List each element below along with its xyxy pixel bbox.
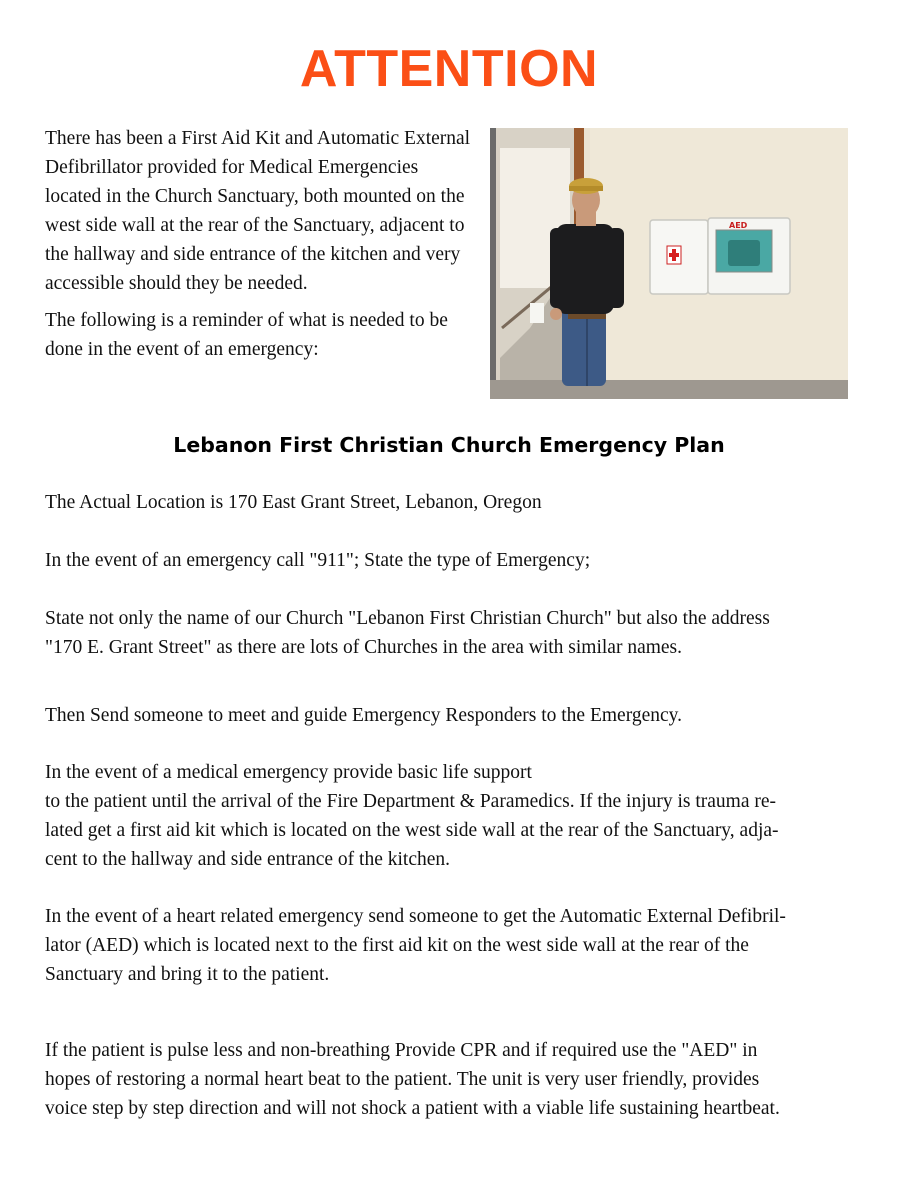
svg-text:AED: AED bbox=[729, 221, 748, 230]
intro-text bbox=[45, 124, 475, 372]
aed-photo bbox=[490, 128, 848, 399]
medical-paragraph: In the event of a medical emergency provide basic life support to the patient until the arrival of the Fire Department & Paramedics. If the injury is trauma re- lated get a first aid kit which is located on the west side wall at the rear of the Sanctuary, adja- cent to the hallway and side entrance of the kitchen. bbox=[45, 762, 779, 870]
send-paragraph: Then Send someone to meet and guide Emergency Responders to the Emergency. bbox=[45, 705, 683, 726]
aed-cabinet-icon bbox=[708, 218, 790, 294]
location-paragraph: The Actual Location is 170 East Grant Street, Lebanon, Oregon bbox=[45, 492, 542, 513]
intro-paragraph: There has been a First Aid Kit and Automatic External Defibrillator provided for Medical Emergencies located in the Church Sanctuary, both mounted on the west side wall at the rear of the Sanctuary, adjacent to the hallway and side entrance of the kitchen and very accessible should they be needed. bbox=[45, 128, 471, 294]
heart-paragraph: In the event of a heart related emergency send someone to get the Automatic External Defibril- lator (AED) which is located next to the first aid kit on the west side wall at the rear of the Sanctuary and bring it to the patient. bbox=[45, 906, 786, 985]
plan-heading: Lebanon First Christian Church Emergency Plan bbox=[173, 433, 725, 457]
state-name-paragraph: State not only the name of our Church "Lebanon First Christian Church" but also the address "170 E. Grant Street" as there are lots of Churches in the area with similar names. bbox=[45, 608, 770, 658]
cpr-paragraph: If the patient is pulse less and non-breathing Provide CPR and if required use the "AED" in hopes of restoring a normal heart beat to the patient. The unit is very user friendly, provides voice step by step direction and will not shock a patient with a viable life sustaining heartbeat. bbox=[45, 1040, 780, 1119]
first-aid-cabinet-icon bbox=[650, 220, 708, 294]
page-title: ATTENTION bbox=[299, 40, 599, 98]
intro-paragraph: The following is a reminder of what is needed to be done in the event of an emergency: bbox=[45, 310, 448, 360]
call-paragraph: In the event of an emergency call "911"; State the type of Emergency; bbox=[45, 550, 591, 571]
